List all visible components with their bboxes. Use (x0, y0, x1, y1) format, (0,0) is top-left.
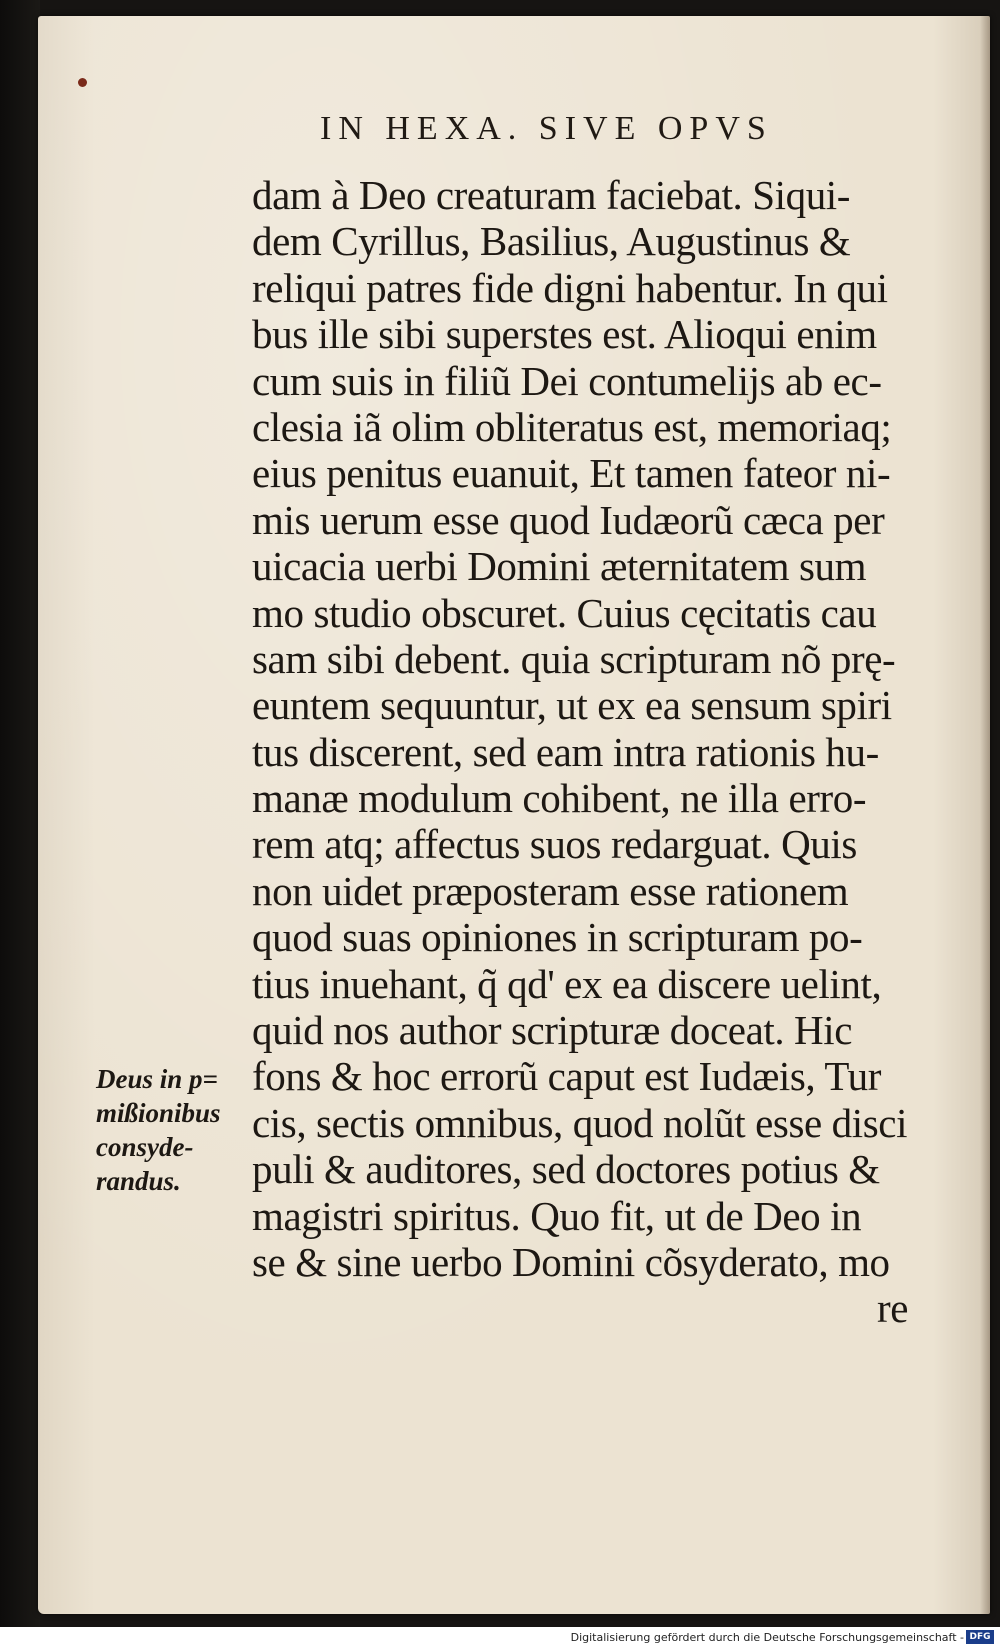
text-line: tius inuehant, q̃ qd' ex ea discere uelint, (252, 960, 882, 1007)
body-text (252, 172, 912, 1332)
text-line: cum suis in filiũ Dei contumelijs ab ec- (252, 357, 882, 404)
marginal-note-line: consyde- (96, 1132, 194, 1162)
catchword: re (876, 1285, 908, 1332)
text-line: quod suas opiniones in scripturam po- (252, 914, 863, 961)
text-line: mis uerum esse quod Iudæorũ cæca per (252, 496, 885, 543)
text-line: se & sine uerbo Domini cõsyderato, mo (252, 1238, 890, 1285)
marginal-note-line: randus. (96, 1166, 181, 1196)
text-line: eius penitus euanuit, Et tamen fateor ni- (252, 450, 891, 497)
text-line: bus ille sibi superstes est. Alioqui enim (252, 311, 877, 358)
text-line: non uidet præposteram esse rationem (252, 867, 849, 914)
running-head: IN HEXA. SIVE OPVS (320, 110, 773, 147)
page-edge-shadow (980, 16, 990, 1614)
text-line: reliqui patres fide digni habentur. In qui (252, 264, 888, 311)
text-line: cis, sectis omnibus, quod nolũt esse disci (252, 1099, 908, 1146)
text-line: manæ modulum cohibent, ne illa erro- (252, 775, 867, 822)
ink-speck (78, 78, 87, 87)
marginal-note-line: Deus in p= (96, 1064, 218, 1094)
text-line: puli & auditores, sed doctores potius & (252, 1146, 880, 1193)
text-line: sam sibi debent. quia scripturam nõ prę- (252, 635, 896, 682)
text-line: fons & hoc errorũ caput est Iudæis, Tur (252, 1053, 881, 1100)
text-line: mo studio obscuret. Cuius cęcitatis cau (252, 589, 877, 636)
marginal-note (96, 1062, 266, 1198)
text-line: rem atq; affectus suos redarguat. Quis (252, 821, 857, 868)
text-line: dem Cyrillus, Basilius, Augustinus & (252, 218, 851, 265)
text-line: quid nos author scripturæ doceat. Hic (252, 1007, 853, 1054)
text-line: euntem sequuntur, ut ex ea sensum spiri (252, 682, 892, 729)
text-line: clesia iã olim obliteratus est, memoriaq; (252, 403, 892, 450)
digitization-credit: Digitalisierung gefördert durch die Deutsche Forschungsgemeinschaft - (570, 1631, 964, 1644)
text-line: tus discerent, sed eam intra rationis hu- (252, 728, 879, 775)
text-line: uicacia uerbi Domini æternitatem sum (252, 543, 867, 590)
dfg-logo: DFG (966, 1630, 994, 1644)
text-line: magistri spiritus. Quo fit, ut de Deo in (252, 1192, 862, 1239)
marginal-note-line: mißionibus (96, 1098, 221, 1128)
text-line: dam à Deo creaturam faciebat. Siqui- (252, 172, 851, 218)
scan-background (0, 0, 40, 1649)
